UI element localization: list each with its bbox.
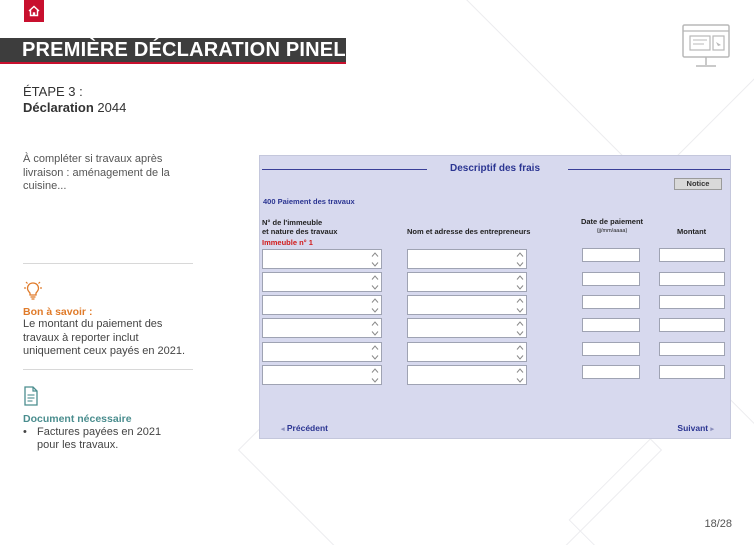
- tip-title: Bon à savoir :: [23, 306, 93, 318]
- chevron-down-icon: [371, 354, 379, 361]
- notice-button[interactable]: Notice: [674, 178, 722, 190]
- textarea-scrollbar[interactable]: [371, 274, 379, 291]
- page-number: 18/28: [704, 518, 732, 530]
- date-input[interactable]: [582, 295, 640, 309]
- textarea-scrollbar[interactable]: [516, 320, 524, 337]
- nature-textarea[interactable]: [262, 342, 382, 362]
- montant-input[interactable]: [659, 295, 725, 309]
- next-link[interactable]: [677, 423, 714, 433]
- column-header-nature-line2: et nature des travaux: [262, 226, 338, 236]
- chevron-down-icon: [516, 307, 524, 314]
- chevron-up-icon: [516, 367, 524, 374]
- intro-text: À compléter si travaux après livraison : aménagement de la cuisine...: [23, 153, 170, 192]
- chevron-right-icon: ▸: [710, 426, 714, 433]
- form-title: Descriptif des frais: [449, 163, 541, 174]
- montant-input[interactable]: [659, 342, 725, 356]
- entrepreneur-textarea[interactable]: [407, 318, 527, 338]
- montant-input[interactable]: [659, 248, 725, 262]
- column-header-nature-line1: N° de l'immeuble: [262, 218, 323, 227]
- entrepreneur-textarea[interactable]: [407, 365, 527, 385]
- chevron-left-icon: ◂: [281, 426, 285, 433]
- chevron-up-icon: [371, 344, 379, 351]
- list-item: • Factures payées en 2021 pour les travaux.: [23, 426, 183, 452]
- column-header-entrepreneurs: Nom et adresse des entrepreneurs: [407, 227, 531, 236]
- chevron-down-icon: [371, 330, 379, 337]
- chevron-down-icon: [516, 261, 524, 268]
- chevron-up-icon: [516, 344, 524, 351]
- textarea-scrollbar[interactable]: [516, 367, 524, 384]
- nature-textarea[interactable]: [262, 365, 382, 385]
- home-button[interactable]: [24, 0, 44, 22]
- chevron-down-icon: [371, 377, 379, 384]
- entrepreneur-textarea[interactable]: [407, 295, 527, 315]
- textarea-scrollbar[interactable]: [371, 344, 379, 361]
- chevron-down-icon: [516, 377, 524, 384]
- step-label-bold: Déclaration: [23, 100, 94, 115]
- entrepreneur-textarea[interactable]: [407, 272, 527, 292]
- tip-body: Le montant du paiement des travaux à reporter inclut uniquement ceux payés en 2021.: [23, 318, 186, 357]
- document-title: Document nécessaire: [23, 413, 132, 425]
- montant-input[interactable]: [659, 365, 725, 379]
- chevron-up-icon: [371, 297, 379, 304]
- next-label: Suivant: [677, 423, 709, 433]
- date-input[interactable]: [582, 342, 640, 356]
- column-header-date-format: (jj/mm/aaaa): [596, 227, 628, 234]
- chevron-down-icon: [516, 330, 524, 337]
- chevron-up-icon: [371, 274, 379, 281]
- chevron-up-icon: [371, 367, 379, 374]
- textarea-scrollbar[interactable]: [516, 251, 524, 268]
- textarea-scrollbar[interactable]: [371, 297, 379, 314]
- nature-textarea[interactable]: [262, 249, 382, 269]
- chevron-up-icon: [371, 320, 379, 327]
- frais-form: [259, 155, 731, 439]
- chevron-down-icon: [371, 261, 379, 268]
- step-heading: [23, 84, 126, 116]
- chevron-down-icon: [516, 284, 524, 291]
- textarea-scrollbar[interactable]: [516, 344, 524, 361]
- nature-textarea[interactable]: [262, 295, 382, 315]
- textarea-scrollbar[interactable]: [371, 367, 379, 384]
- immeuble-label: Immeuble n° 1: [262, 238, 313, 247]
- chevron-down-icon: [516, 354, 524, 361]
- chevron-up-icon: [516, 297, 524, 304]
- textarea-scrollbar[interactable]: [371, 251, 379, 268]
- entrepreneur-textarea[interactable]: [407, 249, 527, 269]
- step-number: ÉTAPE 3 :: [23, 84, 83, 99]
- title-bar: [0, 38, 346, 64]
- lightbulb-icon: [23, 279, 43, 301]
- column-header-date-label: Date de paiement: [580, 217, 644, 226]
- chevron-down-icon: [371, 284, 379, 291]
- previous-label: Précédent: [286, 423, 328, 433]
- textarea-scrollbar[interactable]: [516, 297, 524, 314]
- chevron-up-icon: [371, 251, 379, 258]
- document-icon: [23, 386, 39, 406]
- textarea-scrollbar[interactable]: [371, 320, 379, 337]
- step-label-rest: 2044: [93, 100, 127, 115]
- nature-textarea[interactable]: [262, 272, 382, 292]
- column-header-montant: Montant: [677, 227, 707, 236]
- computer-screen-icon: [680, 22, 732, 72]
- chevron-up-icon: [516, 274, 524, 281]
- date-input[interactable]: [582, 248, 640, 262]
- date-input[interactable]: [582, 318, 640, 332]
- divider: [23, 369, 193, 370]
- document-list: [23, 426, 183, 452]
- montant-input[interactable]: [659, 318, 725, 332]
- date-input[interactable]: [582, 272, 640, 286]
- chevron-up-icon: [516, 251, 524, 258]
- column-header-date: [576, 218, 648, 235]
- textarea-scrollbar[interactable]: [516, 274, 524, 291]
- section-label: 400 Paiement des travaux: [263, 197, 355, 206]
- date-input[interactable]: [582, 365, 640, 379]
- montant-input[interactable]: [659, 272, 725, 286]
- divider: [23, 263, 193, 264]
- nature-textarea[interactable]: [262, 318, 382, 338]
- step-label: [23, 100, 126, 116]
- home-icon: [27, 4, 41, 18]
- page-title: PREMIÈRE DÉCLARATION PINEL: [22, 39, 346, 61]
- chevron-up-icon: [516, 320, 524, 327]
- column-header-nature: [262, 219, 337, 236]
- previous-link[interactable]: [281, 423, 328, 433]
- chevron-down-icon: [371, 307, 379, 314]
- entrepreneur-textarea[interactable]: [407, 342, 527, 362]
